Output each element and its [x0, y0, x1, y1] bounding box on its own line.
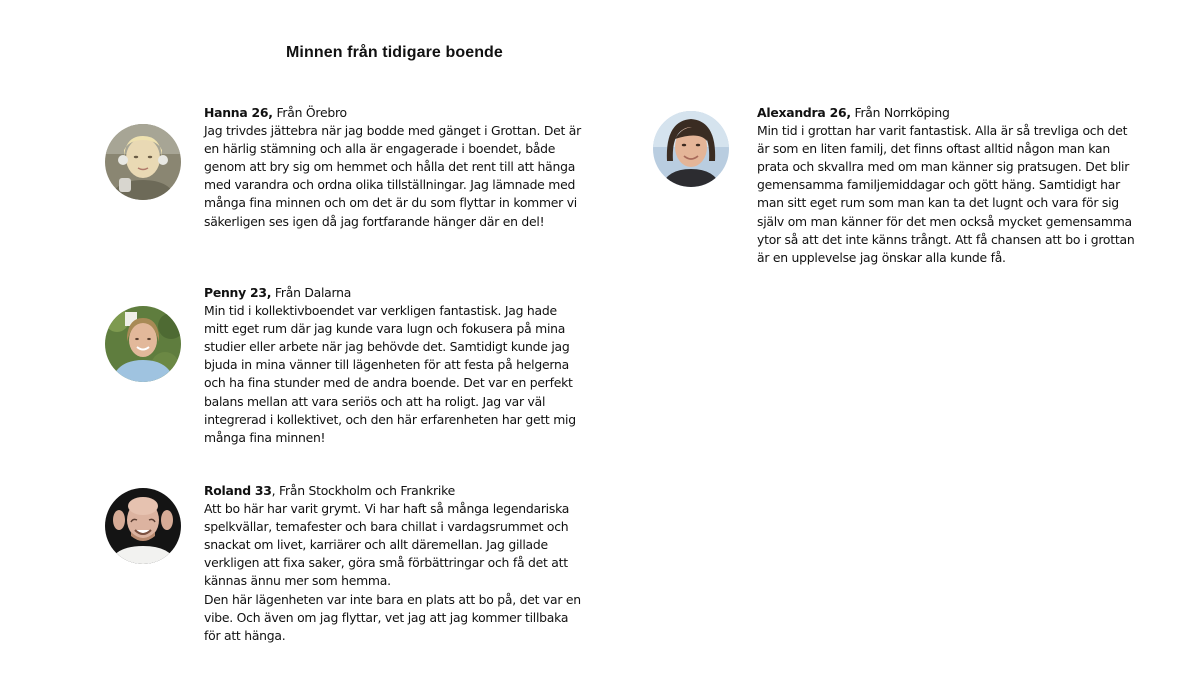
testimonial-paragraph: Den här lägenheten var inte bara en plats att bo på, det var en vibe. Och även om jag flyttar, vet jag att jag kommer tillbaka för att hänga. [204, 591, 581, 643]
testimonial-text [204, 302, 582, 447]
testimonial-paragraph: Att bo här har varit grymt. Vi har haft så många legendariska spelkvällar, temafester och bara chillat i vardagsrummet och snackat om livet, karriärer och allt däremellan. Jag gillade verkligen att fixa saker, göra små förbättringar och få det att kännas ännu mer som hemma. [204, 501, 570, 589]
testimonial-paragraph: Min tid i grottan har varit fantastisk. Alla är så trevliga och det är som en liten familj, det finns oftast alltid någon man kan prata och skvallra med om man känner sig pratsugen. Det blir gemensamma familjemiddagar och gött häng. Samtidigt har man sitt eget rum som man kan ta det lugnt och vara för sig själv om man känner för det men också mycket gemensamma ytor så att det inte känns trångt. Att få chansen att bo i grottan är en upplevelse jag önskar alla kunde få. [757, 123, 1135, 265]
origin: , Från Stockholm och Frankrike [271, 483, 455, 498]
avatar-photo-penny [105, 306, 181, 382]
testimonial-heading [204, 482, 582, 500]
testimonial-paragraph: Jag trivdes jättebra när jag bodde med gänget i Grottan. Det är en härlig stämning och alla är engagerade i boendet, både genom att bry sig om hemmet och hålla det rent till att hänga med varandra och ordna olika tillställningar. Jag lämnade med många fina minnen och om det är du som flyttar in kommer vi säkerligen ses igen då jag fortfarande hänger där en del! [204, 123, 581, 229]
origin: Från Dalarna [271, 285, 352, 300]
testimonial-heading [204, 284, 582, 302]
testimonial-heading [204, 104, 582, 122]
name-age: Alexandra 26, [757, 105, 851, 120]
origin: Från Örebro [272, 105, 347, 120]
testimonial-text [204, 122, 582, 231]
page-title: Minnen från tidigare boende [286, 44, 503, 61]
origin: Från Norrköping [850, 105, 950, 120]
testimonial-paragraph: Min tid i kollektivboendet var verkligen fantastisk. Jag hade mitt eget rum där jag kunde vara lugn och fokusera på mina studier eller arbete när jag behövde det. Samtidigt kunde jag bjuda in mina vänner till lägenheten för att festa på helgerna och ha fina stunder med de andra boende. Det var en perfekt balans mellan att vara seriös och att ha roligt. Jag var väl integrerad i kollektivet, och den här erfarenheten har gett mig många fina minnen! [204, 303, 576, 445]
name-age: Hanna 26, [204, 105, 273, 120]
avatar-photo-hanna [105, 124, 181, 200]
name-age: Penny 23, [204, 285, 272, 300]
testimonial-text [757, 122, 1135, 267]
avatar-photo-roland [105, 488, 181, 564]
name-age: Roland 33 [204, 483, 272, 498]
avatar-photo-alexandra [653, 111, 729, 187]
testimonial-heading [757, 104, 1135, 122]
testimonial-text [204, 500, 582, 645]
